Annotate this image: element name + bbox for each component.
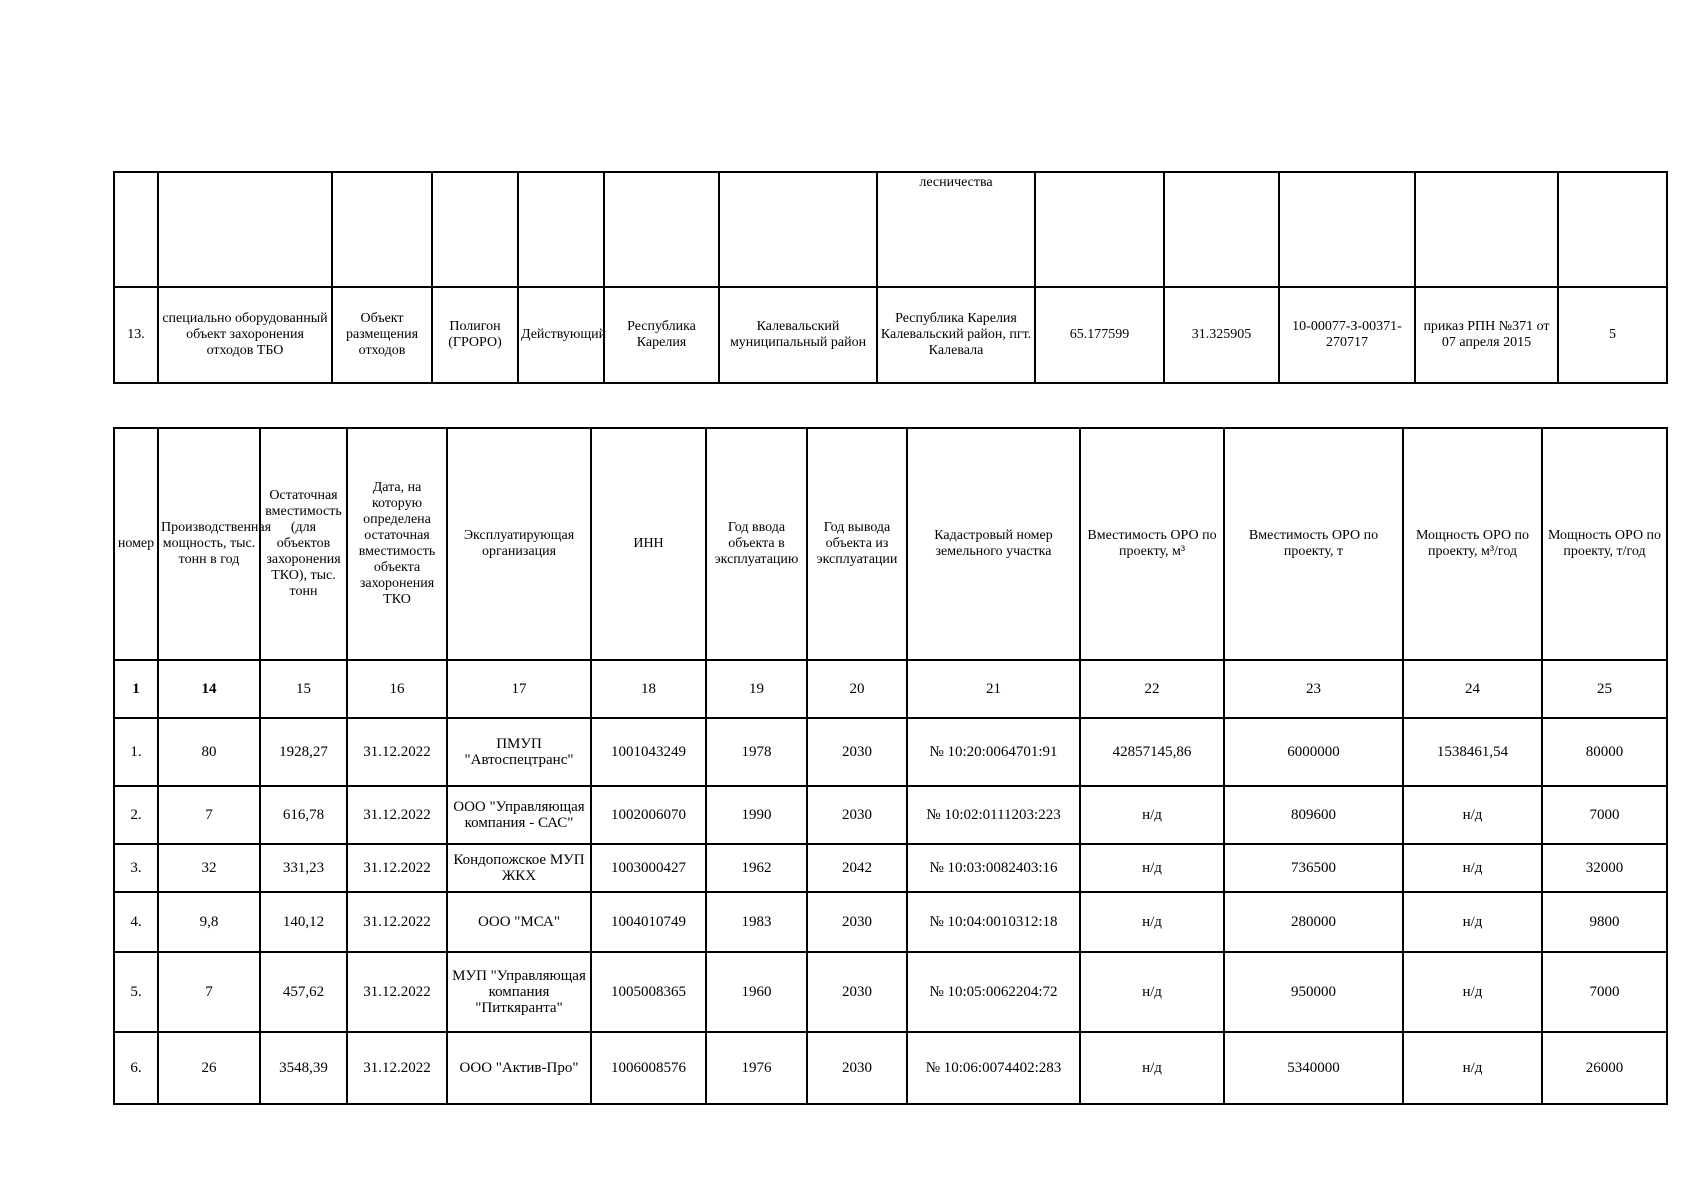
power-m3: н/д [1403,786,1542,844]
year-in: 1990 [706,786,807,844]
row-number: 3. [114,844,158,892]
power-t: 80000 [1542,718,1667,786]
year-in: 1983 [706,892,807,952]
header-num: номер [114,428,158,660]
cadastral-number: № 10:04:0010312:18 [907,892,1080,952]
power-m3: 1538461,54 [1403,718,1542,786]
object-kind: Объект размещения отходов [332,287,432,383]
inn: 1001043249 [591,718,706,786]
row-number: 1. [114,718,158,786]
remaining-capacity: 457,62 [260,952,347,1032]
continuation-row [114,172,1667,287]
region: Республика Карелия [604,287,719,383]
remaining-capacity: 616,78 [260,786,347,844]
cell [332,172,432,287]
inn: 1003000427 [591,844,706,892]
power-m3: н/д [1403,892,1542,952]
inn: 1006008576 [591,1032,706,1104]
year-out: 2042 [807,844,907,892]
date: 31.12.2022 [347,786,447,844]
column-number: 17 [447,660,591,718]
cell [518,172,604,287]
power-t: 7000 [1542,786,1667,844]
cadastral-number: № 10:02:0111203:223 [907,786,1080,844]
remaining-capacity: 3548,39 [260,1032,347,1104]
column-value: 5 [1558,287,1667,383]
header-vol-m3: Вместимость ОРО по проекту, м³ [1080,428,1224,660]
column-numbers-row [114,660,1667,718]
header-cadastral: Кадастровый номер земельного участка [907,428,1080,660]
inn: 1004010749 [591,892,706,952]
volume-t: 280000 [1224,892,1403,952]
object-type: специально оборудованный объект захоронения отходов ТБО [158,287,332,383]
header-power-t: Мощность ОРО по проекту, т/год [1542,428,1667,660]
cell [1558,172,1667,287]
power-m3: н/д [1403,1032,1542,1104]
object-subtype: Полигон (ГРОРО) [432,287,518,383]
column-number: 25 [1542,660,1667,718]
year-out: 2030 [807,786,907,844]
column-number: 20 [807,660,907,718]
power-m3: н/д [1403,952,1542,1032]
table-body [114,718,1667,1104]
cell [604,172,719,287]
year-in: 1978 [706,718,807,786]
longitude: 31.325905 [1164,287,1279,383]
volume-m3: н/д [1080,1032,1224,1104]
volume-t: 5340000 [1224,1032,1403,1104]
header-date: Дата, на которую определена остаточная вместимость объекта захоронения ТКО [347,428,447,660]
capacity: 32 [158,844,260,892]
volume-m3: н/д [1080,786,1224,844]
header-power-m3: Мощность ОРО по проекту, м³/год [1403,428,1542,660]
operator: МУП "Управляющая компания "Питкяранта" [447,952,591,1032]
table-row [114,844,1667,892]
capacity: 9,8 [158,892,260,952]
row-number: 6. [114,1032,158,1104]
volume-t: 950000 [1224,952,1403,1032]
remaining-capacity: 331,23 [260,844,347,892]
date: 31.12.2022 [347,892,447,952]
order: приказ РПН №371 от 07 апреля 2015 [1415,287,1558,383]
row-number: 2. [114,786,158,844]
cadastral-number: № 10:20:0064701:91 [907,718,1080,786]
cell [719,172,877,287]
date: 31.12.2022 [347,718,447,786]
cadastral-number: № 10:03:0082403:16 [907,844,1080,892]
cell [1164,172,1279,287]
cadastral-number: № 10:05:0062204:72 [907,952,1080,1032]
cell [114,172,158,287]
remaining-capacity: 1928,27 [260,718,347,786]
operator: ПМУП "Автоспецтранс" [447,718,591,786]
volume-m3: н/д [1080,892,1224,952]
column-number: 16 [347,660,447,718]
latitude: 65.177599 [1035,287,1164,383]
cell [1415,172,1558,287]
cell [1279,172,1415,287]
power-t: 9800 [1542,892,1667,952]
header-operator: Эксплуатирующая организация [447,428,591,660]
table-row [114,892,1667,952]
header-inn: ИНН [591,428,706,660]
table-row [114,952,1667,1032]
power-t: 7000 [1542,952,1667,1032]
power-t: 32000 [1542,844,1667,892]
year-out: 2030 [807,718,907,786]
operator: ООО "Управляющая компания - САС" [447,786,591,844]
header-vol-t: Вместимость ОРО по проекту, т [1224,428,1403,660]
capacity: 7 [158,952,260,1032]
table-row [114,1032,1667,1104]
year-out: 2030 [807,952,907,1032]
inn: 1002006070 [591,786,706,844]
table-row [114,786,1667,844]
volume-m3: н/д [1080,844,1224,892]
header-row [114,428,1667,660]
remaining-capacity: 140,12 [260,892,347,952]
year-out: 2030 [807,1032,907,1104]
continuation-text: лесничества [877,172,1035,287]
row-number: 4. [114,892,158,952]
date: 31.12.2022 [347,1032,447,1104]
power-t: 26000 [1542,1032,1667,1104]
volume-m3: 42857145,86 [1080,718,1224,786]
column-number: 15 [260,660,347,718]
column-number: 24 [1403,660,1542,718]
address: Республика Карелия Калевальский район, пгт. Калевала [877,287,1035,383]
row-number: 13. [114,287,158,383]
inn: 1005008365 [591,952,706,1032]
column-number: 23 [1224,660,1403,718]
volume-m3: н/д [1080,952,1224,1032]
operator: Кондопожское МУП ЖКХ [447,844,591,892]
column-number: 21 [907,660,1080,718]
column-number: 22 [1080,660,1224,718]
district: Калевальский муниципальный район [719,287,877,383]
column-number: 1 [114,660,158,718]
column-number: 19 [706,660,807,718]
cell [432,172,518,287]
table-row [114,287,1667,383]
facilities-table [113,427,1668,1105]
row-number: 5. [114,952,158,1032]
year-in: 1962 [706,844,807,892]
cadastral-number: № 10:06:0074402:283 [907,1032,1080,1104]
date: 31.12.2022 [347,844,447,892]
cell [158,172,332,287]
volume-t: 809600 [1224,786,1403,844]
column-number: 18 [591,660,706,718]
header-year-out: Год вывода объекта из эксплуатации [807,428,907,660]
operator: ООО "Актив-Про" [447,1032,591,1104]
volume-t: 6000000 [1224,718,1403,786]
year-in: 1976 [706,1032,807,1104]
table-row [114,718,1667,786]
volume-t: 736500 [1224,844,1403,892]
object-status: Действующий [518,287,604,383]
header-capacity: Производственная мощность, тыс. тонн в год [158,428,260,660]
header-remaining: Остаточная вместимость (для объектов захоронения ТКО), тыс. тонн [260,428,347,660]
date: 31.12.2022 [347,952,447,1032]
capacity: 7 [158,786,260,844]
header-year-in: Год ввода объекта в эксплуатацию [706,428,807,660]
registry-number: 10-00077-З-00371-270717 [1279,287,1415,383]
capacity: 80 [158,718,260,786]
capacity: 26 [158,1032,260,1104]
cell [1035,172,1164,287]
continuation-table [113,171,1668,384]
year-in: 1960 [706,952,807,1032]
operator: ООО "МСА" [447,892,591,952]
year-out: 2030 [807,892,907,952]
power-m3: н/д [1403,844,1542,892]
column-number: 14 [158,660,260,718]
